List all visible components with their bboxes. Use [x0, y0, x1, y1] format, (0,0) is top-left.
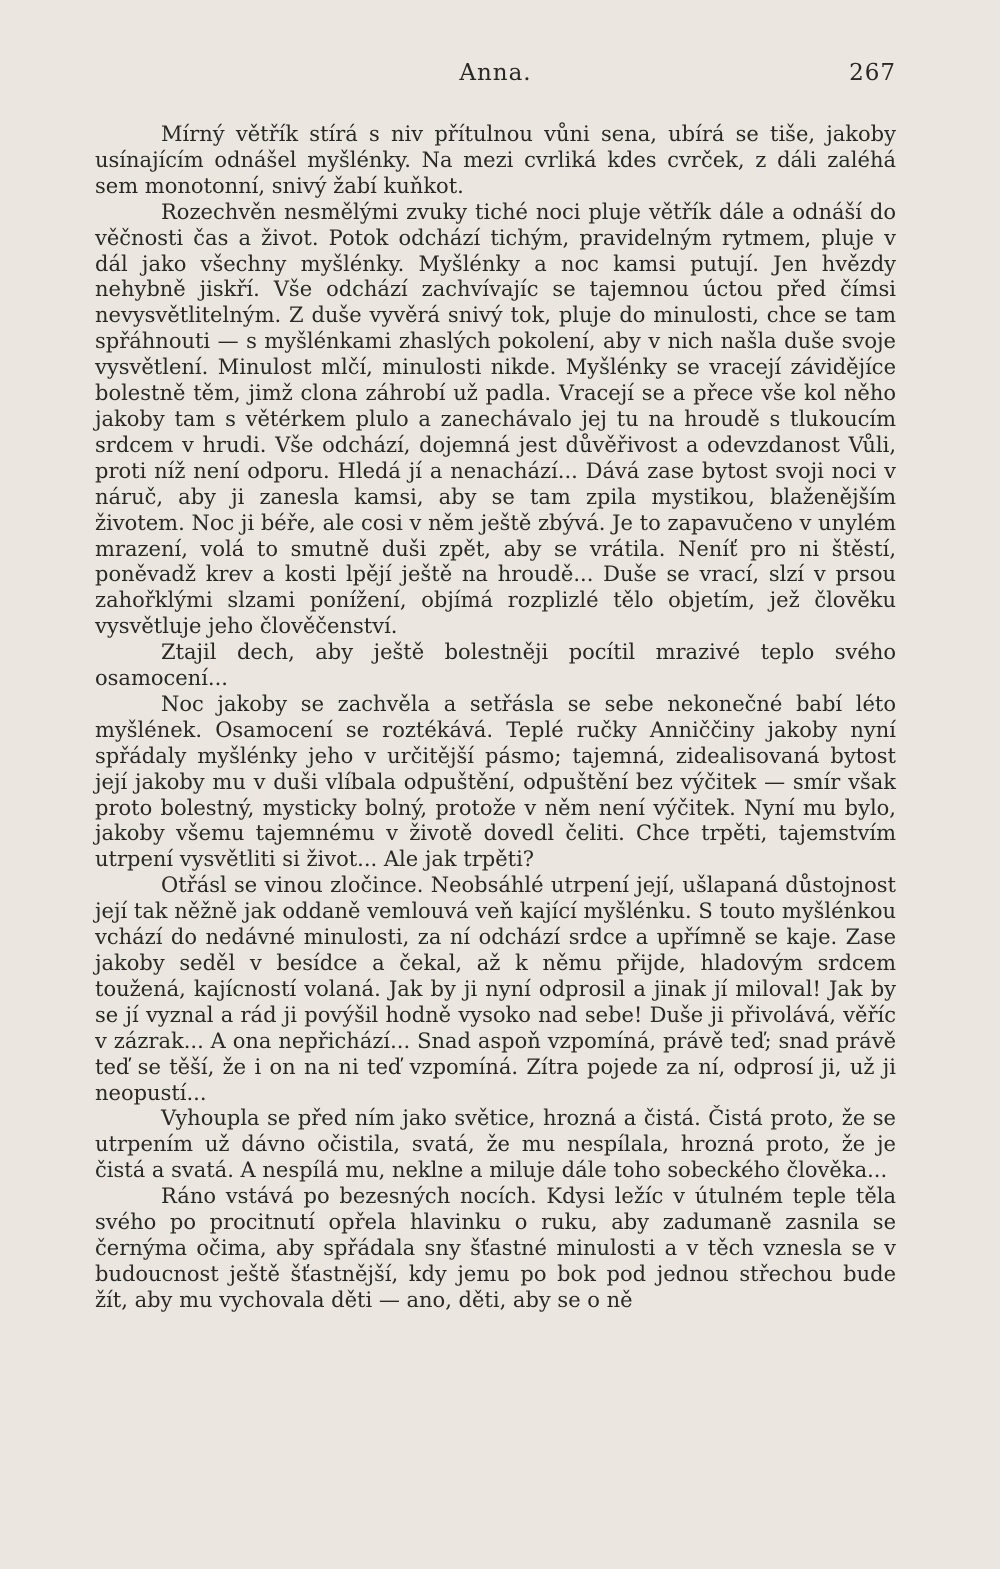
page-number: 267	[849, 60, 896, 86]
body-text	[95, 122, 896, 1314]
paragraph: Noc jakoby se zachvěla a setřásla se sebe nekonečné babí léto myšlének. Osamocení se roztékává. Teplé ručky Anniččiny jakoby nyní spřádaly myšlénky jeho v určitější pásmo; tajemná, zidealisovaná bytost její jakoby mu v duši vlíbala odpuštění, odpuštění bez výčitek — smír však proto bolestný, mysticky bolný, protože v něm není výčitek. Nyní mu bylo, jakoby všemu tajemnému v životě dovedl čeliti. Chce trpěti, tajemstvím utrpení vysvětliti si život... Ale jak trpěti?	[95, 691, 896, 872]
paragraph: Vyhoupla se před ním jako světice, hrozná a čistá. Čistá proto, že se utrpením už dávno očistila, svatá, že mu nespílala, hrozná proto, že je čistá a svatá. A nespílá mu, neklne a miluje dále toho sobeckého člověka...	[95, 1106, 896, 1183]
paragraph: Ráno vstává po bezesných nocích. Kdysi ležíc v útulném teple těla svého po procitnutí opřela hlavinku o ruku, aby zadumaně zasnila se černýma očima, aby spřádala sny šťastné minulosti a v těch vznesla se v budoucnost ještě šťastnější, kdy jemu po bok pod jednou střechou bude žít, aby mu vychovala děti — ano, děti, aby se o ně	[95, 1184, 896, 1312]
paragraph: Ztajil dech, aby ještě bolestněji pocítil mrazivé teplo svého osamocení...	[95, 640, 896, 691]
paragraph: Rozechvěn nesmělými zvuky tiché noci pluje větřík dále a odnáší do věčnosti čas a život. Potok odchází tichým, pravidelným rytmem, pluje v dál jako všechny myšlénky. Myšlénky a noc kamsi putují. Jen hvězdy nehybně jiskří. Vše odchází zachvívajíc se tajemnou úctou před čímsi nevysvětlitelným. Z duše vyvěrá snivý tok, pluje do minulosti, chce se tam spřáhnouti — s myšlénkami zhaslých pokolení, aby v nich našla duše svoje vysvětlení. Minulost mlčí, minulosti nikde. Myšlénky se vracejí závidějíce bolestně těm, jimž clona záhrobí už padla. Vracejí se a přece vše kol něho jakoby tam s větérkem plulo a zanechávalo jej tu na hroudě s tlukoucím srdcem v hrudi. Vše odchází, dojemná jest důvěřivost a odevzdanost Vůli, proti níž není odporu. Hledá jí a nenachází... Dává zase bytost svoji noci v náruč, aby ji zanesla kamsi, aby se tam zpila mystikou, blaženějším životem. Noc ji béře, ale cosi v něm ještě zbývá. Je to zapavučeno v unylém mrazení, volá to smutně duši zpět, aby se vrátila. Neníť pro ni štěstí, poněvadž krev a kosti lpějí ještě na hroudě... Duše se vrací, slzí v prsou zahořklými slzami ponížení, objímá rozplizlé tělo objetím, jež člověku vysvětluje jeho člověčenství.	[95, 199, 896, 639]
paragraph: Mírný větřík stírá s niv přítulnou vůni sena, ubírá se tiše, jakoby usínajícím odnášel myšlénky. Na mezi cvrliká kdes cvrček, z dáli zaléhá sem monotonní, snivý žabí kuňkot.	[95, 122, 896, 198]
running-title: Anna.	[459, 60, 532, 86]
page-header	[95, 60, 896, 100]
paragraph: Otřásl se vinou zločince. Neobsáhlé utrpení její, ušlapaná důstojnost její tak něžně jak oddaně vemlouvá veň kající myšlénku. S touto myšlénkou vchází do nedávné minulosti, za ní odchází srdce a upřímně se kaje. Zase jakoby seděl v besídce a čekal, až k němu přijde, hladovým srdcem toužená, kajícností volaná. Jak by ji nyní odprosil a jinak jí miloval! Jak by se jí vyznal a rád ji povýšil hodně vysoko nad sebe! Duše ji přivolává, věříc v zázrak... A ona nepřichází... Snad aspoň vzpomíná, právě teď; snad právě teď se těší, že i on na ni teď vzpomíná. Zítra pojede za ní, odprosí ji, už ji neopustí...	[95, 873, 896, 1105]
